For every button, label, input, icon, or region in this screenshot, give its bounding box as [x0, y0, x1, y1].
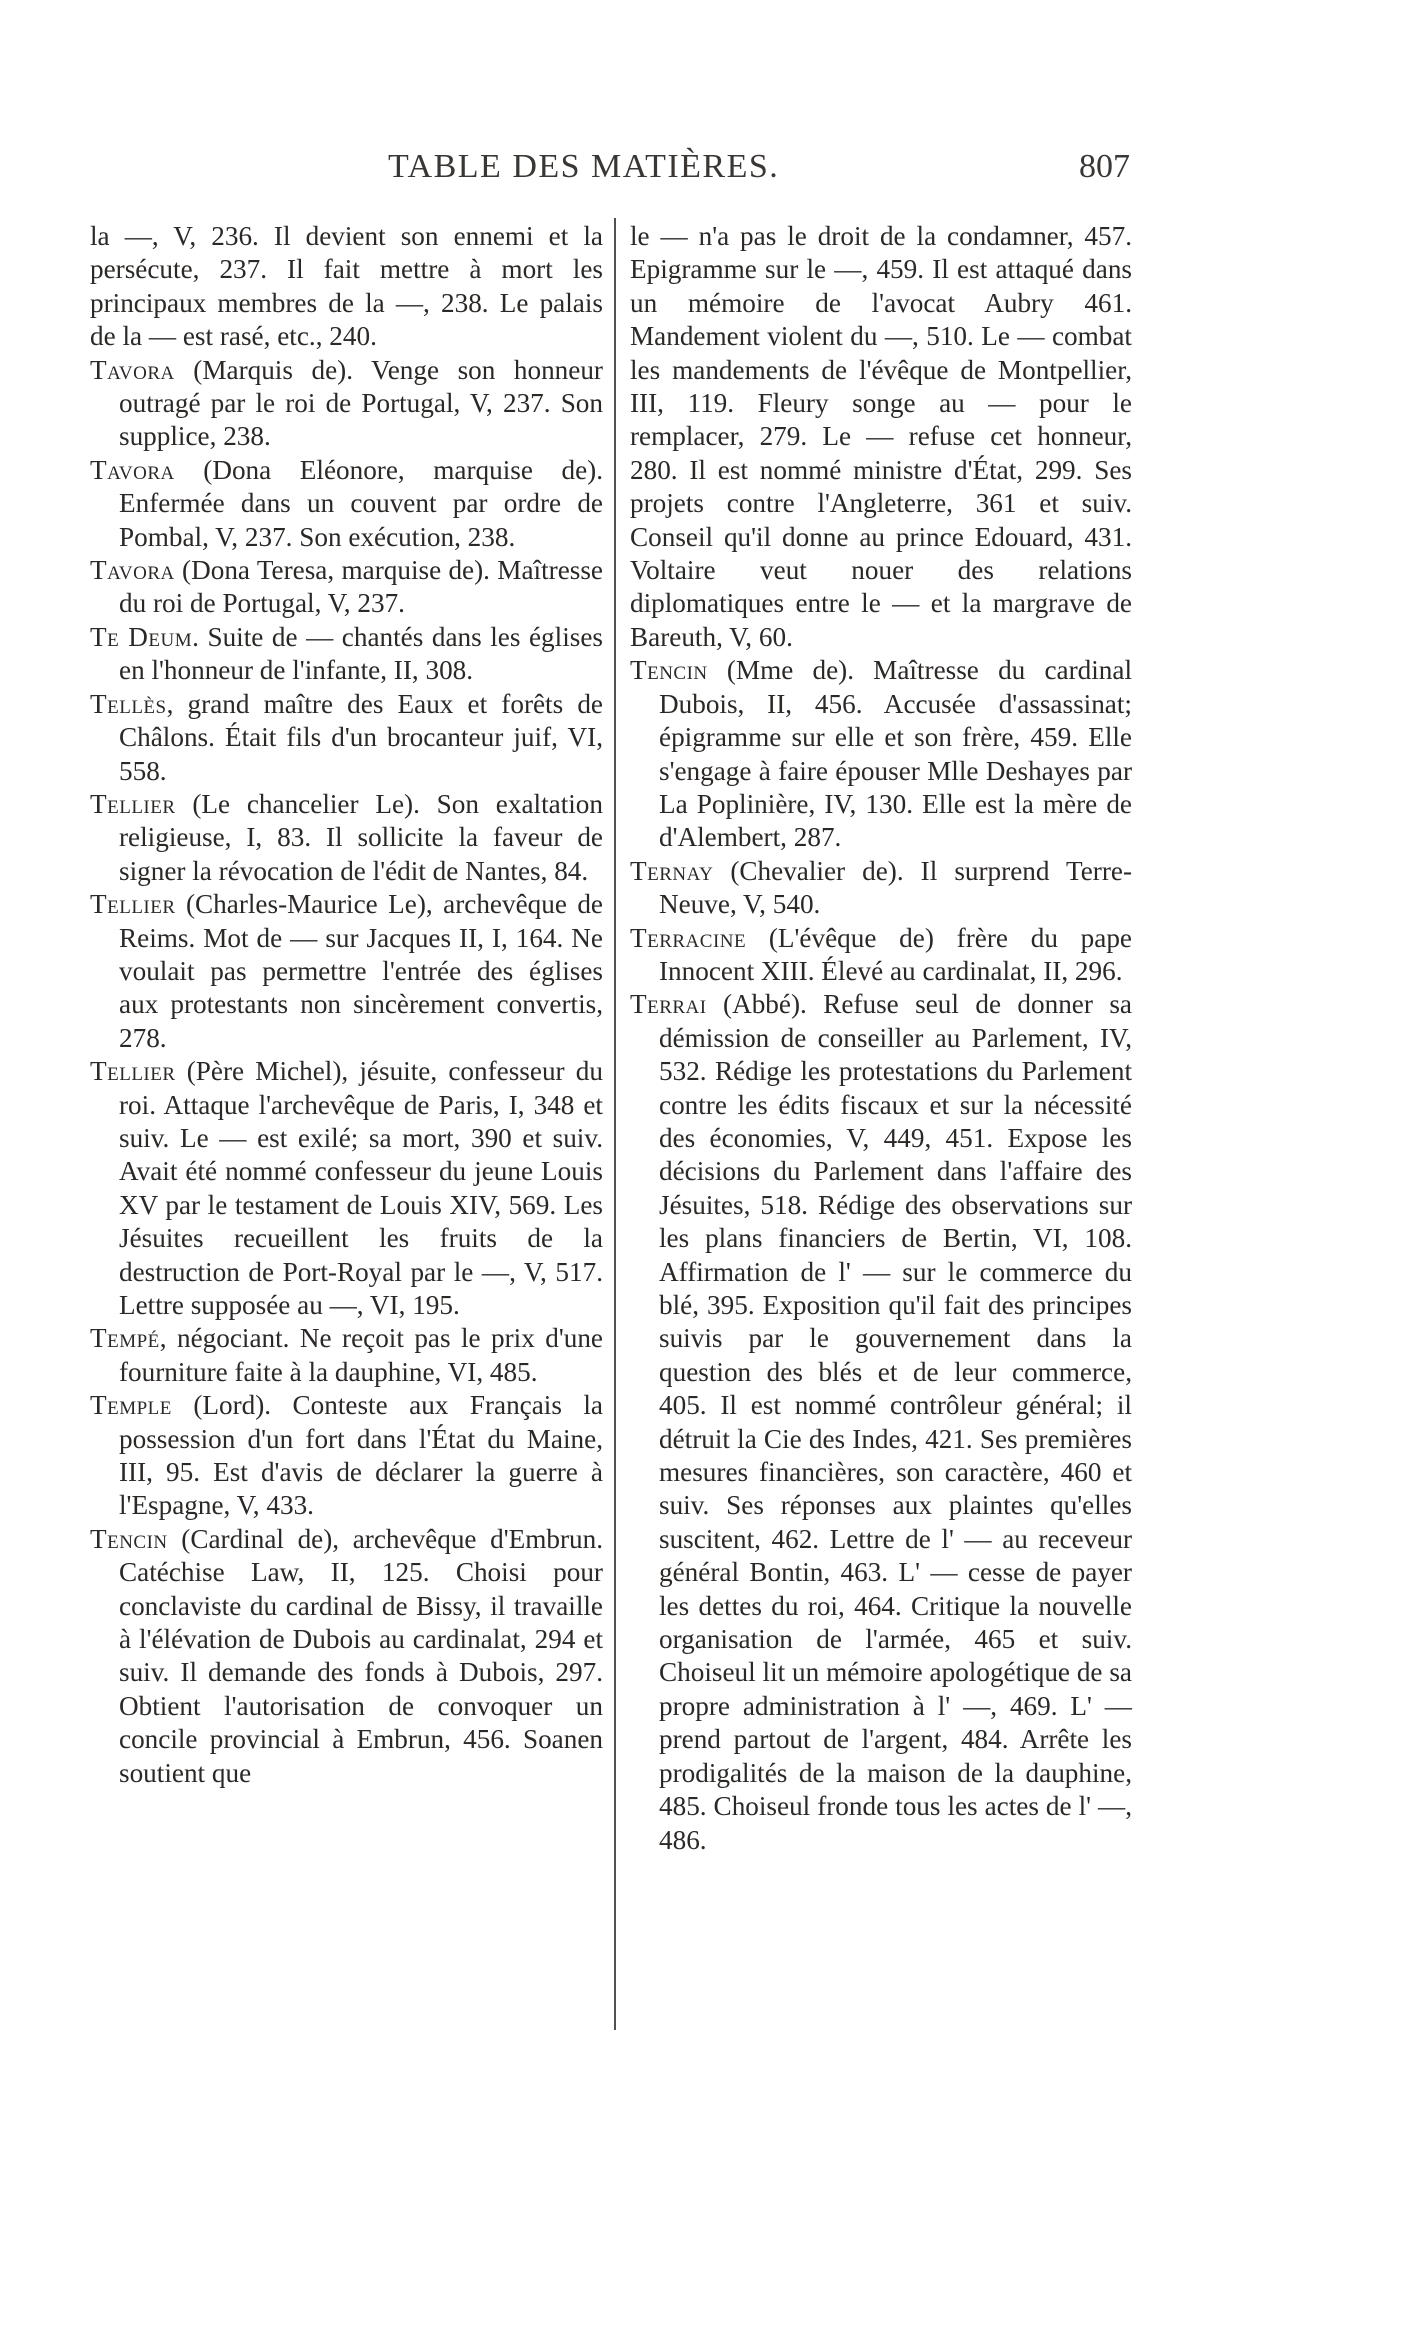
entry-text: (Marquis de). Venge son honneur outragé par le roi de Portugal, V, 237. Son supplice, 238.: [119, 354, 603, 452]
entry-headword: Tellier: [90, 889, 176, 920]
running-title: TABLE DES MATIÈRES.: [388, 148, 780, 185]
page-number: 807: [1079, 148, 1130, 185]
index-entry: [90, 1322, 603, 1389]
entry-text: , grand maître des Eaux et forêts de Châlons. Était fils d'un brocanteur juif, VI, 558.: [119, 688, 603, 786]
index-entry: [90, 1523, 603, 1790]
index-entry: [630, 855, 1132, 922]
index-entry: [90, 621, 603, 688]
column-divider: [614, 218, 616, 2030]
index-entry-continuation: [90, 220, 603, 354]
entry-headword: Tellier: [90, 788, 176, 819]
entry-headword: Tellier: [90, 1056, 176, 1087]
index-entry: [90, 1389, 603, 1523]
left-column: [90, 220, 603, 1790]
entry-headword: Terracine: [630, 922, 747, 953]
index-entry: [90, 354, 603, 454]
entry-headword: Tellès: [90, 688, 167, 719]
entry-text: (Abbé). Refuse seul de donner sa démission de conseiller au Parlement, IV, 532. Rédige les protestations du Parlement contre les édits fiscaux et sur la nécessité des économies, V, 449, 451. Expose les décisions du Parlement dans l'affaire des Jésuites, 518. Rédige des observations sur les plans financiers de Bertin, VI, 108. Affirmation de l' — sur le commerce du blé, 395. Exposition qu'il fait des principes suivis par le gouvernement dans la question des blés et de leur commerce, 405. Il est nommé contrôleur général; il détruit la Cie des Indes, 421. Ses premières mesures financières, son caractère, 460 et suiv. Ses réponses aux plaintes qu'elles suscitent, 462. Lettre de l' — au receveur général Bontin, 463. L' — cesse de payer les dettes du roi, 464. Critique la nouvelle organisation de l'armée, 465 et suiv. Choiseul lit un mémoire apologétique de sa propre administration à l' —, 469. L' — prend partout de l'argent, 484. Arrête les prodigalités de la maison de la dauphine, 485. Choiseul fronde tous les actes de l' —, 486.: [659, 989, 1132, 1855]
entry-headword: Temple: [90, 1390, 172, 1421]
entry-text: (Chevalier de). Il surprend Terre-Neuve, V, 540.: [659, 855, 1132, 920]
entry-text: (Dona Teresa, marquise de). Maîtresse du roi de Portugal, V, 237.: [119, 555, 603, 619]
entry-headword: Tempé: [90, 1323, 160, 1354]
index-entry: [630, 988, 1132, 1857]
right-column: [630, 220, 1132, 1857]
entry-text: (Mme de). Maîtresse du cardinal Dubois, II, 456. Accusée d'assassinat; épigramme sur elle et son frère, 459. Elle s'engage à faire épouser Mlle Deshayes par La Poplinière, IV, 130. Elle est la mère de d'Alembert, 287.: [659, 655, 1132, 853]
entry-text: le — n'a pas le droit de la condamner, 457. Epigramme sur le —, 459. Il est attaqué dans un mémoire de l'avocat Aubry 461. Mandement violent du —, 510. Le — combat les mandements de l'évêque de Montpellier, III, 119. Fleury songe au — pour le remplacer, 279. Le — refuse cet honneur, 280. Il est nommé ministre d'État, 299. Ses projets contre l'Angleterre, 361 et suiv. Conseil qu'il donne au prince Edouard, 431. Voltaire veut nouer des relations diplomatiques entre le — et la margrave de Bareuth, V, 60.: [630, 221, 1132, 652]
entry-text: (Dona Eléonore, marquise de). Enfermée dans un couvent par ordre de Pombal, V, 237. Son exécution, 238.: [119, 454, 603, 552]
index-entry: [90, 554, 603, 621]
entry-text: la —, V, 236. Il devient son ennemi et la persécute, 237. Il fait mettre à mort les principaux membres de la —, 238. Le palais de la — est rasé, etc., 240.: [90, 221, 603, 352]
entry-text: (Lord). Conteste aux Français la possession d'un fort dans l'État du Maine, III, 95. Est d'avis de déclarer la guerre à l'Espagne, V, 433.: [119, 1390, 603, 1521]
index-entry: [90, 888, 603, 1055]
index-entry: [90, 788, 603, 888]
entry-text: . Suite de — chantés dans les églises en l'honneur de l'infante, II, 308.: [119, 621, 603, 686]
entry-headword: Tavora: [90, 454, 175, 485]
index-entry: [90, 454, 603, 554]
entry-headword: Ternay: [630, 855, 714, 886]
entry-headword: Tavora: [90, 555, 175, 586]
index-entry-continuation: [630, 220, 1132, 654]
entry-text: (Père Michel), jésuite, confesseur du roi. Attaque l'archevêque de Paris, I, 348 et suiv. Le — est exilé; sa mort, 390 et suiv. Avait été nommé confesseur du jeune Louis XV par le testament de Louis XIV, 569. Les Jésuites recueillent les fruits de la destruction de Port-Royal par le —, V, 517. Lettre supposée au —, VI, 195.: [119, 1056, 603, 1320]
entry-headword: Te Deum: [90, 621, 193, 652]
index-entry: [90, 688, 603, 788]
entry-headword: Tavora: [90, 354, 175, 385]
entry-text: (Charles-Maurice Le), archevêque de Reims. Mot de — sur Jacques II, I, 164. Ne voulait pas permettre l'entrée des églises aux protestants non sincèrement convertis, 278.: [119, 889, 603, 1053]
entry-headword: Tencin: [90, 1523, 168, 1554]
entry-text: (Cardinal de), archevêque d'Embrun. Catéchise Law, II, 125. Choisi pour conclaviste du cardinal de Bissy, il travaille à l'élévation de Dubois au cardinalat, 294 et suiv. Il demande des fonds à Dubois, 297. Obtient l'autorisation de convoquer un concile provincial à Embrun, 456. Soanen soutient que: [119, 1523, 603, 1788]
index-entry: [630, 922, 1132, 989]
entry-text: (Le chancelier Le). Son exaltation religieuse, I, 83. Il sollicite la faveur de signer la révocation de l'édit de Nantes, 84.: [119, 788, 603, 886]
index-entry: [630, 654, 1132, 854]
entry-text: (L'évêque de) frère du pape Innocent XIII. Élevé au cardinalat, II, 296.: [659, 922, 1132, 986]
entry-headword: Tencin: [630, 655, 708, 686]
entry-headword: Terrai: [630, 989, 707, 1020]
running-head: [388, 148, 1130, 196]
index-entry: [90, 1055, 603, 1322]
entry-text: , négociant. Ne reçoit pas le prix d'une fourniture faite à la dauphine, VI, 485.: [119, 1323, 603, 1387]
